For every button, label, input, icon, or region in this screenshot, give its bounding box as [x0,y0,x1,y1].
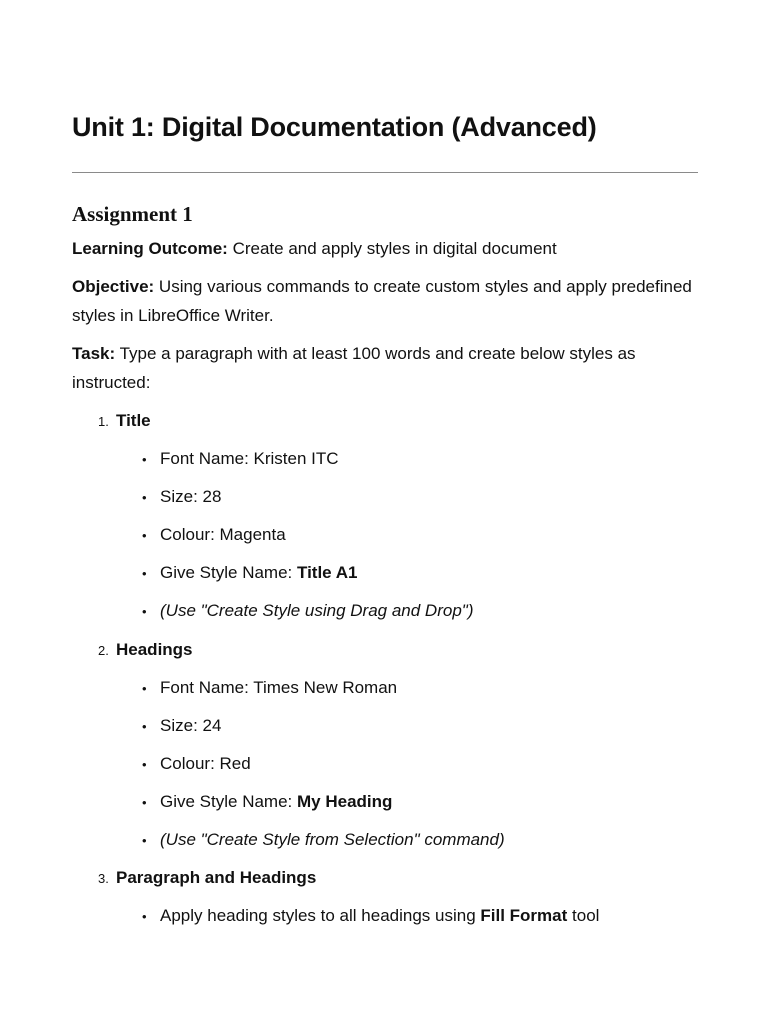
list-item-paragraph-and-headings [98,866,316,891]
task-label: Task: [72,344,116,363]
learning-outcome-label: Learning Outcome: [72,239,228,258]
list-item-label: Headings [116,640,193,659]
bullet-note: (Use "Create Style using Drag and Drop") [160,601,474,620]
list-number: 2. [98,643,109,658]
bullet-item [142,714,221,739]
bullet-text-after: tool [567,906,600,925]
bullet-item [142,485,221,510]
bullet-item [142,790,392,815]
bullet-text: Font Name: Times New Roman [160,678,398,697]
bullet-icon: • [142,909,147,924]
bullet-text: Font Name: Kristen ITC [160,449,339,468]
list-number: 1. [98,414,109,429]
bullet-icon: • [142,604,147,619]
bullet-item [142,447,339,472]
learning-outcome-paragraph [72,234,698,263]
task-text: Type a paragraph with at least 100 words and create below styles as instructed: [72,344,636,392]
bullet-icon: • [142,528,147,543]
objective-label: Objective: [72,277,155,296]
list-item-label: Title [116,411,151,430]
learning-outcome-text: Create and apply styles in digital document [227,239,557,258]
list-item-label: Paragraph and Headings [116,868,317,887]
assignment-heading: Assignment 1 [72,202,193,226]
horizontal-rule [72,172,698,173]
bullet-text: Size: 28 [160,487,222,506]
bullet-icon: • [142,452,147,467]
unit-title: Unit 1: Digital Documentation (Advanced) [72,112,597,142]
bullet-item [142,752,251,777]
bullet-item [142,676,397,701]
bullet-item [142,828,505,853]
bullet-text: Colour: Red [160,754,251,773]
bullet-icon: • [142,490,147,505]
bullet-item [142,904,599,929]
bullet-icon: • [142,566,147,581]
list-item-title [98,409,151,434]
bullet-item [142,523,286,548]
bullet-text: Colour: Magenta [160,525,286,544]
bullet-text: Size: 24 [160,716,222,735]
bullet-text: Apply heading styles to all headings using [160,906,481,925]
tool-name: Fill Format [480,906,568,925]
bullet-icon: • [142,719,147,734]
bullet-icon: • [142,833,147,848]
bullet-item [142,561,357,586]
bullet-icon: • [142,757,147,772]
list-number: 3. [98,871,109,886]
task-paragraph [72,339,698,397]
style-name: Title A1 [297,563,358,582]
bullet-note: (Use "Create Style from Selection" command) [160,830,505,849]
objective-text: Using various commands to create custom styles and apply predefined styles in LibreOffice Writer. [72,277,692,325]
bullet-text: Give Style Name: [160,792,297,811]
bullet-item [142,599,473,624]
bullet-text: Give Style Name: [160,563,297,582]
objective-paragraph [72,272,698,330]
list-item-headings [98,638,193,663]
style-name: My Heading [297,792,393,811]
bullet-icon: • [142,681,147,696]
bullet-icon: • [142,795,147,810]
